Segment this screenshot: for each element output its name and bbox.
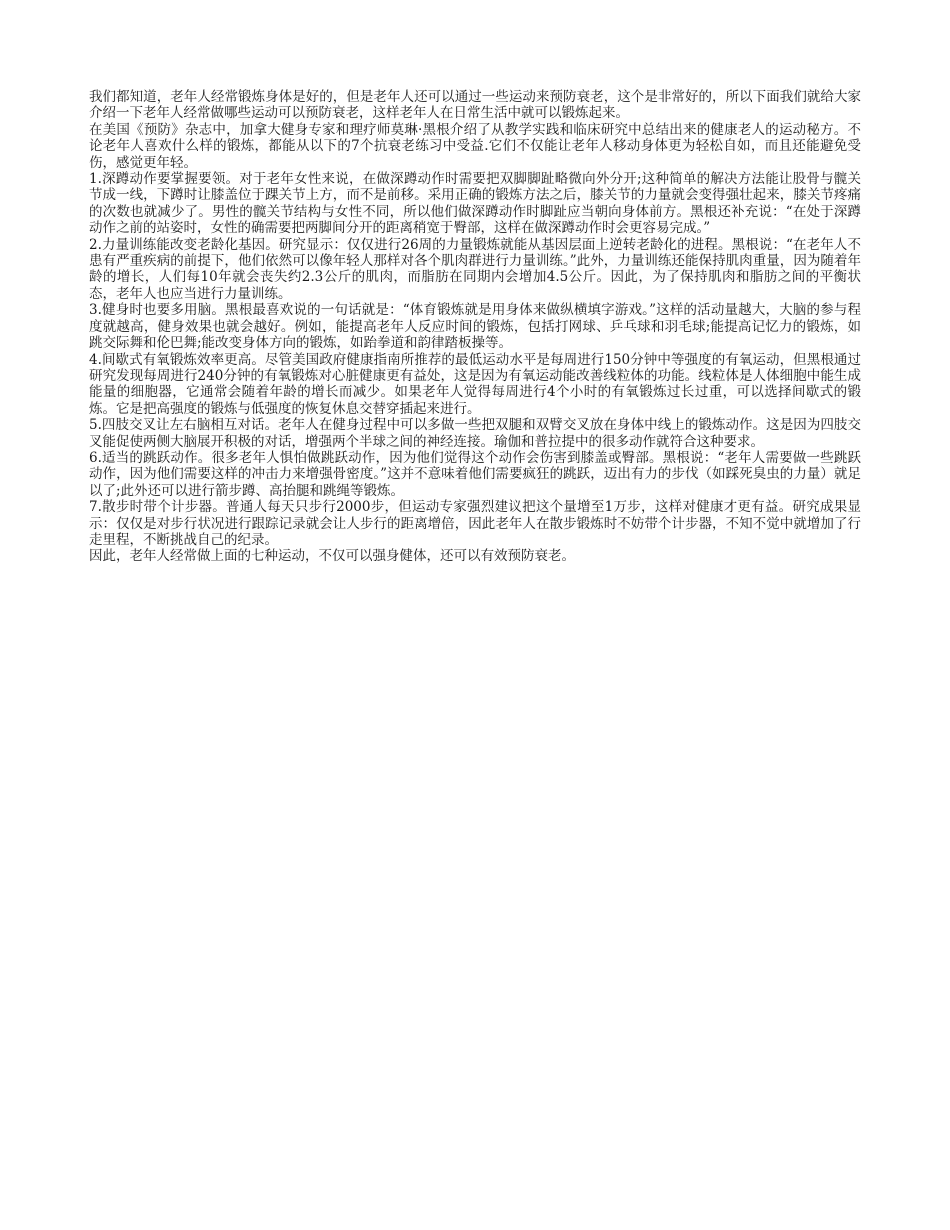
background-paragraph: 在美国《预防》杂志中，加拿大健身专家和理疗师莫琳·黑根介绍了从教学实践和临床研究中总结出来的健康老人的运动秘方。不论老年人喜欢什么样的锻炼，都能从以下的7个抗衰老练习中受益.它们不仅能让老年人移动身体更为轻松自如，而且还能避免受伤，感觉更年轻。 [89, 121, 861, 171]
tip-pedometer-paragraph: 7.散步时带个计步器。普通人每天只步行2000步，但运动专家强烈建议把这个量增至1万步，这样对健康才更有益。研究成果显示：仅仅是对步行状况进行跟踪记录就会让人步行的距离增倍，因此老年人在散步锻炼时不妨带个计步器，不知不觉中就增加了行走里程，不断挑战自己的纪录。 [89, 499, 861, 548]
tip-jumping-paragraph: 6.适当的跳跃动作。很多老年人惧怕做跳跃动作，因为他们觉得这个动作会伤害到膝盖或臀部。黑根说：“老年人需要做一些跳跃动作，因为他们需要这样的冲击力来增强骨密度。”这并不意味着他们需要疯狂的跳跃，迈出有力的步伐（如踩死臭虫的力量）就足以了;此外还可以进行箭步蹲、高抬腿和跳绳等锻炼。 [89, 449, 861, 499]
intro-paragraph: 我们都知道，老年人经常锻炼身体是好的，但是老年人还可以通过一些运动来预防衰老，这个是非常好的，所以下面我们就给大家介绍一下老年人经常做哪些运动可以预防衰老，这样老年人在日常生活中就可以锻炼起来。 [89, 89, 861, 122]
tip-squat-paragraph: 1.深蹲动作要掌握要领。对于老年女性来说，在做深蹲动作时需要把双脚脚趾略微向外分开;这种简单的解决方法能让股骨与髋关节成一线，下蹲时让膝盖位于踝关节上方，而不是前移。采用正确的锻炼方法之后，膝关节的力量就会变得强壮起来，膝关节疼痛的次数也就减少了。男性的髋关节结构与女性不同，所以他们做深蹲动作时脚趾应当朝向身体前方。黑根还补充说：“在处于深蹲动作之前的站姿时，女性的确需要把两脚间分开的距离稍宽于臀部，这样在做深蹲动作时会更容易完成。” [89, 171, 861, 237]
conclusion-paragraph: 因此，老年人经常做上面的七种运动，不仅可以强身健体，还可以有效预防衰老。 [89, 548, 575, 565]
tip-strength-paragraph: 2.力量训练能改变老龄化基因。研究显示：仅仅进行26周的力量锻炼就能从基因层面上逆转老龄化的进程。黑根说：“在老年人不患有严重疾病的前提下，他们依然可以像年轻人那样对各个肌肉群进行力量训练。”此外，力量训练还能保持肌肉重量，因为随着年龄的增长，人们每10年就会丧失约2.3公斤的肌肉，而脂肪在同期内会增加4.5公斤。因此，为了保持肌肉和脂肪之间的平衡状态，老年人也应当进行力量训练。 [89, 236, 861, 302]
tip-brain-paragraph: 3.健身时也要多用脑。黑根最喜欢说的一句话就是：“体育锻炼就是用身体来做纵横填字游戏。”这样的活动量越大，大脑的参与程度就越高，健身效果也就会越好。例如，能提高老年人反应时间的锻炼，包括打网球、乒乓球和羽毛球;能提高记忆力的锻炼，如跳交际舞和伦巴舞;能改变身体方向的锻炼，如跆拳道和韵律踏板操等。 [89, 302, 861, 352]
tip-interval-paragraph: 4.间歇式有氧锻炼效率更高。尽管美国政府健康指南所推荐的最低运动水平是每周进行150分钟中等强度的有氧运动，但黑根通过研究发现每周进行240分钟的有氧锻炼对心脏健康更有益处，这是因为有氧运动能改善线粒体的功能。线粒体是人体细胞中能生成能量的细胞器，它通常会随着年龄的增长而减少。如果老年人觉得每周进行4个小时的有氧锻炼过长过重，可以选择间歇式的锻炼。它是把高强度的锻炼与低强度的恢复休息交替穿插起来进行。 [89, 351, 861, 417]
tip-cross-limbs-paragraph: 5.四肢交叉让左右脑相互对话。老年人在健身过程中可以多做一些把双腿和双臂交叉放在身体中线上的锻炼动作。这是因为四肢交叉能促使两侧大脑展开积极的对话，增强两个半球之间的神经连接。瑜伽和普拉提中的很多动作就符合这种要求。 [89, 417, 861, 450]
article-body [89, 89, 861, 565]
